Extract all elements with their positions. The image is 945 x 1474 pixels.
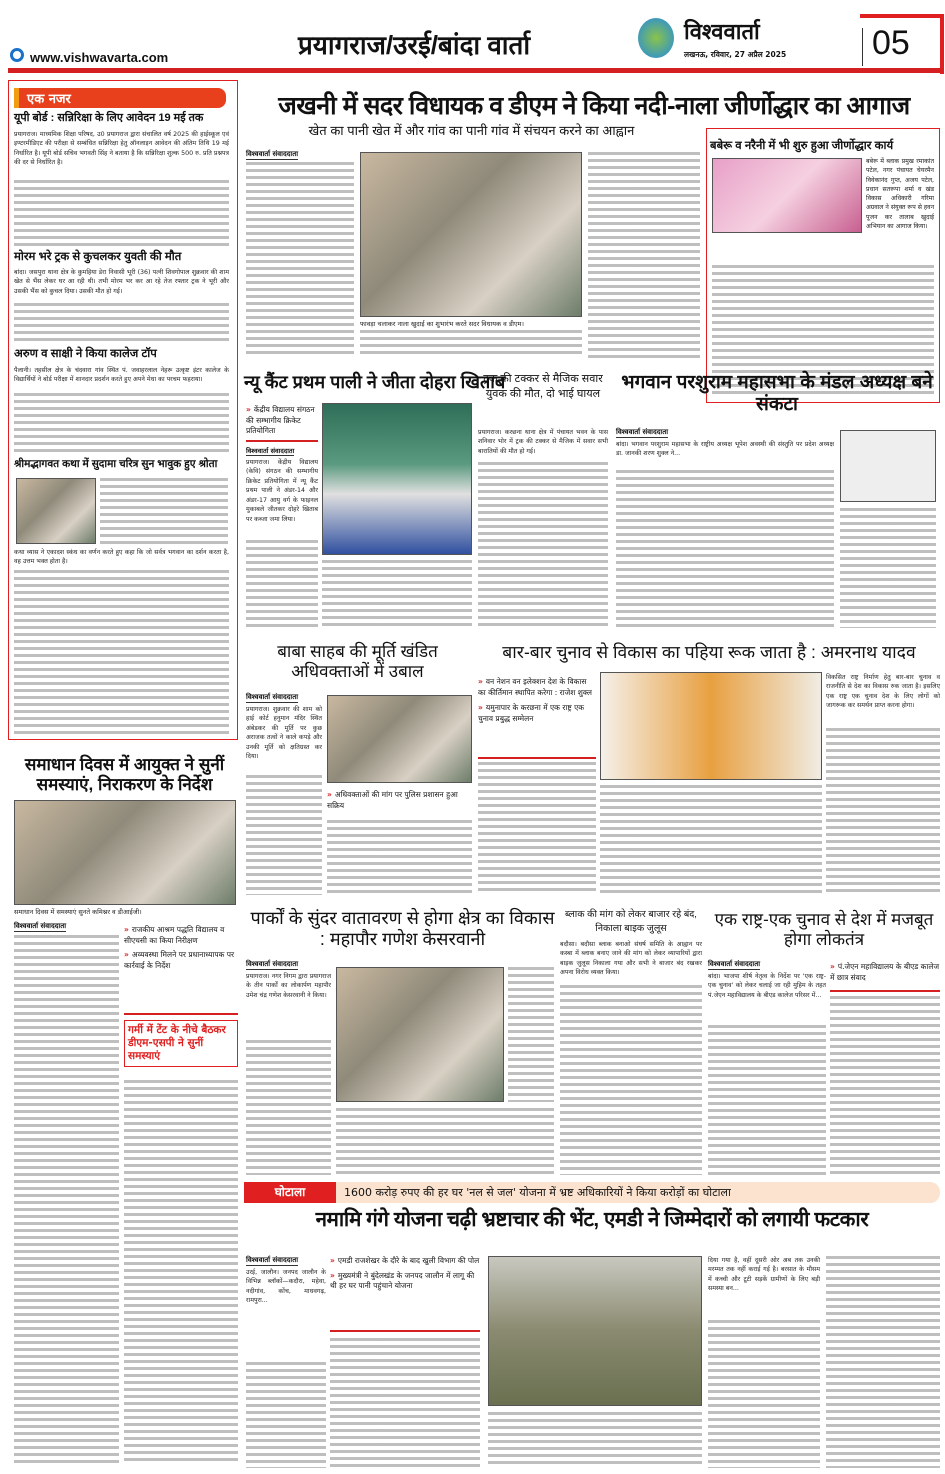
browser-icon	[10, 48, 24, 62]
masthead	[8, 0, 945, 74]
body-text-block	[246, 1362, 326, 1468]
election-photo	[600, 672, 822, 780]
body-text-block	[488, 1412, 702, 1468]
body-text-block	[327, 820, 472, 895]
lead-caption: फावड़ा चलाकर नाला खुदाई का शुभारंभ करते सदर विधायक व डीएम।	[360, 320, 524, 328]
bullet-item: » यमुनापार के करछना में एक राष्ट्र एक चुनाव प्रबुद्ध सम्मेलन	[478, 703, 585, 723]
truck-headline: ट्रक की टक्कर से मैजिक सवार युवक की मौत, दो भाई घायल	[483, 373, 603, 401]
bottom-headline: नमामि गंगे योजना चढ़ी भ्रष्टाचार की भेंट, एमडी ने जिम्मेदारों को लगायी फटकार	[315, 1208, 869, 1231]
sidebar-photo-kathavyas	[16, 478, 96, 544]
body-text-block	[708, 1025, 826, 1175]
body-text-block	[14, 935, 119, 1465]
header-rule	[8, 68, 941, 73]
dateline: लखनऊ, रविवार, 27 अप्रैल 2025	[684, 50, 787, 59]
body-text-block	[478, 762, 596, 895]
page-number-box	[860, 14, 944, 74]
lead-headline: जखनी में सदर विधायक व डीएम ने किया नदी-नाला जीर्णोद्धार का आगाज	[278, 92, 910, 120]
bottom-body: उरई, जालौन। जनपद जालौन के विभिन्न ब्लॉकों—कदौरा, महेवा, नदीगांव, कोंच, माधवगढ़, रामपुरा...	[246, 1269, 326, 1305]
body-text-block	[600, 785, 822, 895]
section-title: प्रयागराज/उरई/बांदा वार्ता	[298, 30, 531, 60]
sidebar-headline-2: मोरम भरे ट्रक से कुचलकर युवती की मौत	[14, 251, 182, 263]
truck-body: प्रयागराज। करछना थाना क्षेत्र में पंचायत भवन के पास शनिवार भोर में ट्रक की टक्कर से मैजिक में सवार सभी बारातियों की मौत हो गई।	[478, 429, 608, 455]
body-text-block	[14, 303, 229, 343]
body-text-block	[826, 728, 940, 895]
ekrashtra-headline: एक राष्ट्र-एक चुनाव से देश में मजबूत होगा लोकतंत्र	[714, 910, 934, 949]
parshuram-body: बांदा। भगवान परशुराम महासभा के राष्ट्रीय अध्यक्ष भूपेश अवस्थी की संस्तुति पर प्रदेश अध्यक्ष डा. जानकी शरण शुक्ल ने...	[616, 441, 834, 458]
lead-subheadline: खेत का पानी खेत में और गांव का पानी गांव में संचयन करने का आह्वान	[308, 123, 635, 138]
body-text-block	[336, 1108, 554, 1175]
body-text-block	[616, 470, 834, 628]
byline: विश्ववार्ता संवाददाता	[14, 922, 67, 930]
bullet-item: » वन नेशन वन इलेक्शन देश के विकास का कीर्तिमान स्थापित करेगा : राजेश शुक्ल	[478, 677, 592, 697]
bullet-item: » अव्यवस्था मिलने पर प्रधानाध्यापक पर कार्रवाई के निर्देश	[124, 950, 235, 970]
body-text-block	[246, 162, 354, 357]
parks-headline: पार्कों के सुंदर वातावरण से होगा क्षेत्र का विकास : महापौर गणेश केसरवानी	[250, 908, 555, 949]
logo-icon	[638, 18, 674, 58]
body-text-block	[830, 996, 940, 1175]
parshuram-headline: भगवान परशुराम महासभा के मंडल अध्यक्ष बने संकटा	[621, 372, 933, 415]
ekrashtra-body: बांदा। भाजपा शीर्ष नेतृत्व के निर्देश पर 'एक राष्ट्र-एक चुनाव' को लेकर चलाई जा रही मुहिम के तहत पं.जेएन महाविद्यालय के बीएड कालेज परिसर में...	[708, 973, 826, 999]
sidebar-body-3: पैलानी। तहसील क्षेत्र के चंदवारा गांव स्थित पं. जवाहरलाल नेहरू उत्कृष्ट इंटर कालेज के विद्यार्थियों ने बोर्ड परीक्षा में शानदार प्रदर्शन करते हुए अपने मेधा का परचम फहराया।	[14, 367, 229, 384]
body-text-block	[246, 775, 322, 895]
body-text-block	[826, 1256, 940, 1468]
page-number: 05	[872, 24, 910, 62]
lead-box-headline: बबेरू व नरैनी में भी शुरु हुआ जीर्णोद्धार कार्य	[710, 140, 894, 152]
sidebar-bullets	[124, 925, 239, 971]
website-link[interactable]: www.vishwavarta.com	[30, 50, 169, 65]
bullet-item: » एमडी राजशेखर के दौरे के बाद खुली विभाग की पोल	[330, 1256, 480, 1265]
election-headline: बार-बार चुनाव से विकास का पहिया रूक जाता है : अमरनाथ यादव	[502, 642, 916, 662]
sidebar-body-2: बांदा। जसपुरा थाना क्षेत्र के कुमहिया डेरा निवासी भूरी (36) पत्नी शिवगोपाल शुक्रवार की शाम खेत से भैंस लेकर घर आ रही थी। तभी मोरम भर कर आ रहे तेज रफ्तार ट्रक ने भूरी और उसकी भैंस को कुचल दिया। उसकी मौत हो गई।	[14, 269, 229, 295]
sidebar-headline-4: श्रीमद्भागवत कथा में सुदामा चरित्र सुन भावुक हुए श्रोता	[14, 458, 218, 470]
body-text-block	[14, 393, 229, 453]
parshuram-photo	[840, 430, 936, 502]
parks-photo	[336, 967, 504, 1102]
body-text-block	[478, 462, 608, 628]
bottom-photo	[488, 1256, 702, 1406]
lead-box-body: बबेरू में ब्लाक प्रमुख रमाकांत पटेल, नगर पंचायत चेयरमैन विवेकानंद गुप्त, अजय पटेल, प्रधान सतरूपा शर्मा व खंड विकास अधिकारी गरिमा अग्रवाल ने संयुक्त रूप से हवन पूजन कर तालाब खुदाई अभियान का आगाज किया।	[866, 158, 935, 231]
body-text-block	[708, 1320, 820, 1468]
bottom-body-2: दिया गया है, वहीं दूसरी ओर अब तक उनकी मरम्मत तक नहीं कराई गई है। बरसात के मौसम में कच्ची और टूटी सड़कें ग्रामीणों के लिए बड़ी समस्या बन...	[708, 1257, 820, 1293]
body-text-block	[246, 1040, 331, 1175]
sidebar-body-1: प्रयागराज। माध्यमिक शिक्षा परिषद, उ0 प्रयागराज द्वारा संचालित वर्ष 2025 की हाईस्कूल एवं इण्टरमीडिएट की परीक्षा से सम्बंधित सन्निरिक्षा हेतु ऑनलाइन आवेदन की अंतिम तिथि 19 मई निर्धारित है। यूपी बोर्ड सचिव भगवती सिंह ने बताया है कि सन्निरिक्षा शुल्क 500 रु. प्रति प्रश्नपत्र की दर से निर्धारित है।	[14, 131, 229, 167]
boxed-headline: गर्मी में टेंट के नीचे बैठकर डीएम-एसपी ने सुनीं समस्याएं	[124, 1020, 238, 1067]
body-text-block	[124, 1080, 238, 1465]
body-text-block	[14, 180, 229, 246]
body-text-block	[330, 1338, 480, 1468]
sidebar-headline-3: अरुण व साक्षी ने किया कालेज टॉप	[14, 348, 157, 360]
body-text-block	[840, 508, 936, 628]
body-text-block	[560, 985, 702, 1175]
body-text-block	[508, 967, 554, 1102]
sidebar-headline-1: यूपी बोर्ड : सन्निरिक्षा के लिए आवेदन 19 मई तक	[14, 112, 204, 124]
samadhan-caption: समाधान दिवस में समस्याएं सुनते कमिश्नर व डीआईजी।	[14, 908, 142, 916]
cricket-photo	[322, 403, 472, 555]
parks-body: प्रयागराज। नगर निगम द्वारा प्रयागराज के तीन पार्कों का लोकार्पण महापौर उमेश चंद्र गणेश केसरवानी ने किया।	[246, 973, 331, 999]
election-body: विकसित राष्ट्र निर्माण हेतु बार-बार चुनाव व राजनीति से देश का विकास रुक जाता है। इसलिए एक राष्ट्र एक चुनाव देश के लिए लोगों को जागरूक कर समर्थन प्राप्त करना होगा।	[826, 674, 940, 710]
bazaar-headline: ब्लाक की मांग को लेकर बाजार रहे बंद, निकाला बाइक जुलूस	[565, 909, 697, 934]
bullet-item: » राजकीय आश्रम पद्धति विद्यालय व सीएचसी का किया निरीक्षण	[124, 925, 225, 945]
body-text-block	[360, 330, 582, 358]
cricket-headline: न्यू कैंट प्रथम पाली ने जीता दोहरा खिताब	[244, 372, 506, 392]
sidebar-title: एक नजर	[14, 88, 226, 108]
babasaheb-photo	[327, 695, 472, 783]
body-text-block	[588, 152, 700, 358]
body-text-block	[100, 478, 228, 544]
body-text-block	[14, 570, 229, 736]
samadhan-photo	[14, 800, 236, 905]
samadhan-headline: समाधान दिवस में आयुक्त ने सुनीं समस्याएं, निराकरण के निर्देश	[24, 755, 225, 794]
brand-name: विश्ववार्ता	[684, 20, 760, 45]
babasaheb-headline: बाबा साहब की मूर्ति खंडित अधिवक्ताओं में उबाल	[277, 642, 438, 681]
cricket-body: प्रयागराज। केंद्रीय विद्यालय (केवि) संगठन की सम्भागीय क्रिकेट प्रतियोगिता में न्यू कैंट प्रथम पाली ने अंडर-14 और अंडर-17 आयु वर्ग के फाइनल मुकाबले जीतकर दोहरे खिताब पर कब्जा जमा लिया।	[246, 459, 318, 523]
lead-photo	[360, 152, 582, 317]
body-text-block	[322, 560, 472, 628]
scam-banner-text: 1600 करोड़ रुपए की हर घर 'नल से जल' योजना में भ्रष्ट अधिकारियों ने किया करोड़ों का घोटाला	[344, 1186, 731, 1199]
scam-tag: घोटाला	[244, 1182, 336, 1203]
bullet-item: » मुख्यमंत्री ने बुंदेलखंड के जनपद जालौन में लागू की थी हर घर पानी पहुंचाने योजना	[330, 1270, 475, 1290]
babasaheb-body: प्रयागराज। शुक्रवार की शाम को हाई कोर्ट हनुमान मंदिर स्थित अंबेडकर की मूर्ति पर कुछ अराजक तत्वों ने काले कपड़े और उनकी मूर्ति को क्षतिग्रस्त कर दिया।	[246, 706, 322, 761]
bazaar-body: बदौसा। बदौसा ब्लाक बनाओ संघर्ष समिति के आह्वान पर कस्बा में ब्लाक बनाए जाने की मांग को लेकर व्यापारियों द्वारा बाइक जुलूस निकाला गया और सभी ने बाजार बंद रखकर अपना विरोध व्यक्त किया।	[560, 941, 702, 977]
sidebar-body-4: कथा व्यास ने एकादश स्कंध का वर्णन करते हुए कहा कि जो सर्वत्र भगवान का दर्शन करता है, वह उत्तम भक्त होता है।	[14, 549, 229, 566]
body-text-block	[246, 540, 318, 628]
scam-banner	[244, 1182, 940, 1203]
